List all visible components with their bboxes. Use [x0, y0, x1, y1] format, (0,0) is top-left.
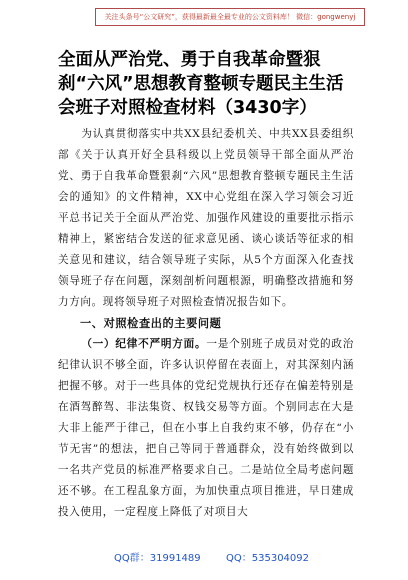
- footer: [0, 552, 408, 566]
- footer-qq-group: QQ群：31991489: [114, 553, 201, 564]
- document-title: 全面从严治党、勇于自我革命暨狠刹“六风”思想教育整顿专题民主生活会班子对照检查材料（3430字）: [58, 50, 344, 118]
- section-heading: 一、对照检查出的主要问题: [80, 317, 222, 330]
- footer-qq: QQ：535304092: [226, 553, 310, 564]
- intro-paragraph: 为认真贯彻落实中共XX县纪委机关、中共XX县委组织部《关于认真开好全县科级以上党员领导干部全面从严治党、勇于自我革命暨狠刹“六风”思想教育整顿专题民主生活会的通知》的文件精神，XX中心党组在深入学习领会习近平总书记关于全面从严治党、加强作风建设的重要批示指示精神上，紧密结合发送的征求意见函、谈心谈话等征求的相关意见和建议，结合领导班子实际，从5个方面深入化查找领导班子存在问题，深刻剖析问题根源，明确整改措施和努力方向。现将领导班子对照检查情况报告如下。: [58, 128, 354, 308]
- document-body: [58, 124, 354, 523]
- header-banner: 关注头条号“公文研究”，获得最新最全最专业的公文资料库！ 微信：gongwenyj: [95, 8, 365, 26]
- subsection-heading: （一）纪律不严明方面。: [81, 338, 207, 350]
- subsection-paragraph: [58, 334, 354, 523]
- subsection-text: 一是个别班子成员对党的政治纪律认识不够全面，许多认识停留在表面上，对其深刻内涵把握不够。对于一些具体的党纪党规执行还存在偏差特别是在酒驾醉驾、非法集资、权钱交易等方面。个别同志在大是大非上能严于律己，但在小事上自我约束不够，仍存在“小节无害”的想法，把自己等同于普通群众，没有始终做到以一名共产党员的标准严格要求自己。二是站位全局考虑问题还不够。在工程乱象方面，为加快重点项目推进，早日建成投入使用，一定程度上降低了对项目大: [58, 338, 354, 518]
